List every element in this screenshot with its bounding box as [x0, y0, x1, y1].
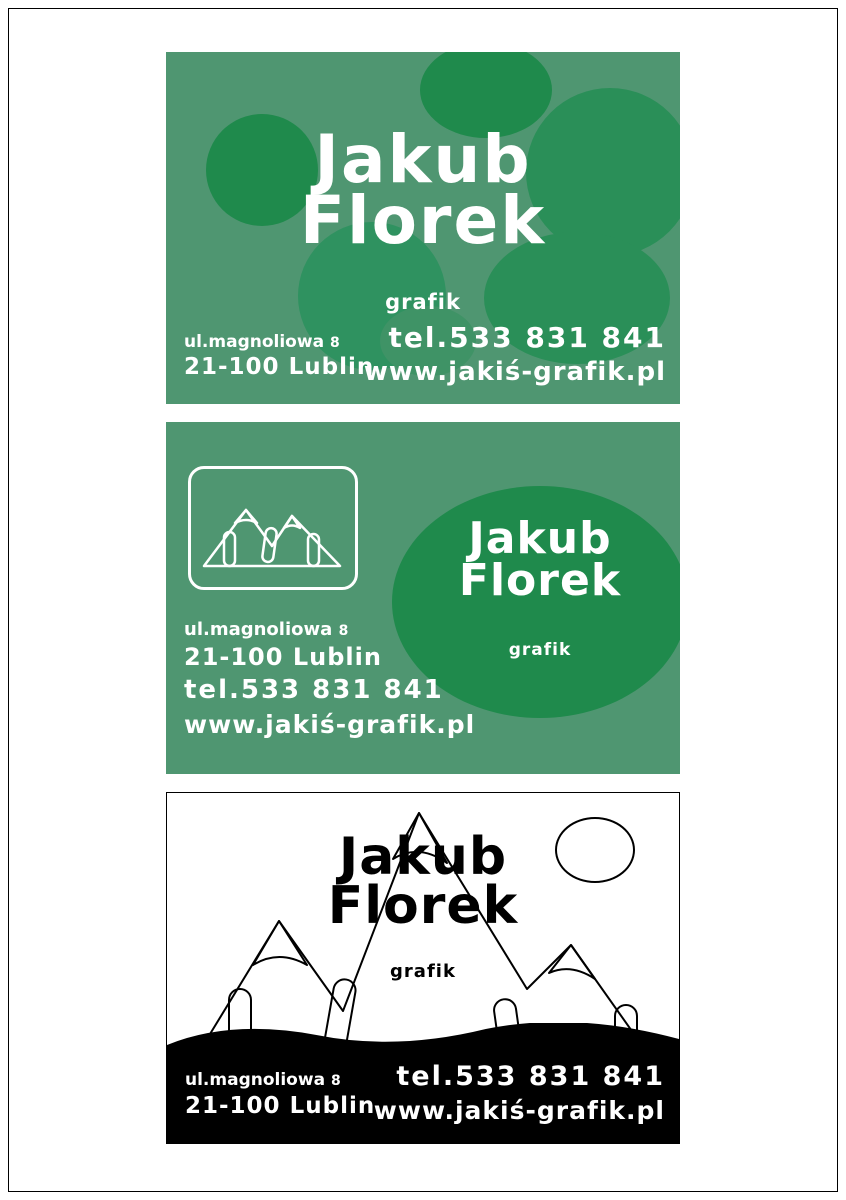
card2-details: [184, 618, 475, 741]
card2-role: grafik: [508, 640, 572, 660]
card1-phone: tel.533 831 841: [388, 321, 666, 354]
mountain-logo-icon: [188, 466, 358, 590]
card3-role: grafik: [390, 961, 456, 982]
business-card-2[interactable]: [166, 422, 680, 774]
card3-address: [185, 1070, 375, 1121]
card3-street: ul.magnoliowa: [185, 1069, 326, 1090]
card3-website: www.jakiś-grafik.pl: [373, 1095, 665, 1125]
card3-name: [167, 827, 679, 937]
card1-role: grafik: [385, 290, 461, 314]
card2-street: ul.magnoliowa: [184, 619, 333, 640]
card1-street-number: 8: [329, 335, 340, 351]
card3-first-name: Jakub: [338, 827, 508, 887]
card1-city: 21-100 Lublin: [184, 354, 375, 381]
card3-city: 21-100 Lublin: [185, 1092, 376, 1119]
business-card-1[interactable]: [166, 52, 680, 404]
card2-street-number: 8: [338, 623, 349, 639]
card2-city: 21-100 Lublin: [184, 642, 382, 671]
card1-street: ul.magnoliowa: [184, 332, 325, 352]
card2-street-line: [184, 618, 475, 642]
card3-street-number: 8: [330, 1072, 341, 1089]
business-card-3[interactable]: [166, 792, 680, 1144]
card3-contact: [374, 1059, 665, 1127]
card2-first-name: Jakub: [468, 513, 612, 564]
card2-last-name: Florek: [458, 554, 622, 606]
card3-street-line: [185, 1070, 375, 1092]
card2-name: [408, 513, 672, 606]
card1-name: [166, 121, 680, 259]
card1-last-name: Florek: [299, 181, 547, 259]
card1-street-line: [184, 332, 374, 353]
card1-contact: [364, 320, 666, 390]
card1-first-name: Jakub: [314, 121, 532, 198]
card3-last-name: Florek: [327, 876, 519, 937]
card3-phone: tel.533 831 841: [396, 1061, 665, 1093]
card2-website: www.jakiś-grafik.pl: [184, 709, 476, 739]
card2-phone: tel.533 831 841: [184, 675, 444, 706]
card1-website: www.jakiś-grafik.pl: [363, 357, 666, 388]
card1-address: [184, 332, 374, 382]
